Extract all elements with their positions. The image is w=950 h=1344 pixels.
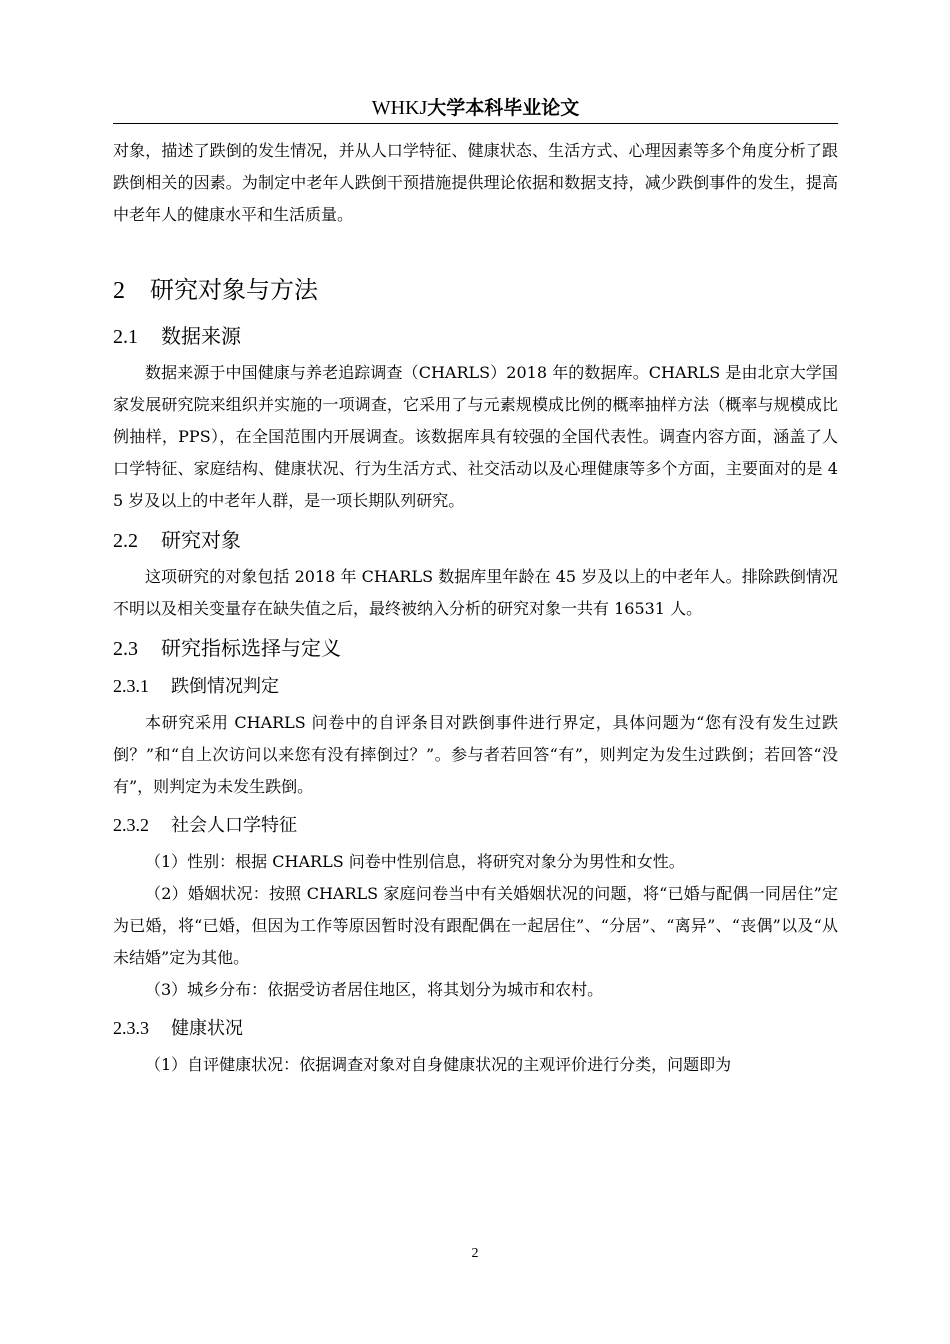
section-2-2-heading bbox=[113, 525, 838, 556]
section-title: 健康状况 bbox=[171, 1018, 243, 1039]
section-2-3-heading bbox=[113, 633, 838, 664]
section-number: 2.3.1 bbox=[113, 676, 149, 696]
section-2-heading bbox=[113, 273, 838, 308]
section-title: 研究对象与方法 bbox=[150, 276, 318, 304]
section-title: 研究对象 bbox=[161, 528, 241, 552]
section-title: 研究指标选择与定义 bbox=[161, 636, 341, 660]
section-number: 2.3.2 bbox=[113, 815, 149, 835]
section-number: 2.3.3 bbox=[113, 1018, 149, 1038]
section-2-3-3-heading bbox=[113, 1014, 838, 1043]
section-number: 2 bbox=[113, 278, 125, 304]
intro-paragraph: 对象，描述了跌倒的发生情况，并从人口学特征、健康状态、生活方式、心理因素等多个角度分析了跟跌倒相关的因素。为制定中老年人跌倒干预措施提供理论依据和数据支持，减少跌倒事件的发生，提高中老年人的健康水平和生活质量。 bbox=[113, 141, 838, 224]
header-title: 大学本科毕业论文 bbox=[427, 97, 580, 119]
section-number: 2.3 bbox=[113, 638, 138, 660]
subjects-paragraph: 这项研究的对象包括 2018 年 CHARLS 数据库里年龄在 45 岁及以上的中老年人。排除跌倒情况不明以及相关变量存在缺失值之后，最终被纳入分析的研究对象一共有 16531 人。 bbox=[113, 567, 838, 618]
marital-status-paragraph: （2）婚姻状况：按照 CHARLS 家庭问卷当中有关婚姻状况的问题，将“已婚与配偶一同居住”定为已婚，将“已婚，但因为工作等原因暂时没有跟配偶在一起居住”、“分居”、“离异”、“丧偶”以及“从未结婚”定为其他。 bbox=[113, 884, 838, 967]
running-header bbox=[113, 92, 838, 124]
section-title: 数据来源 bbox=[161, 324, 241, 348]
section-2-1-heading bbox=[113, 321, 838, 352]
section-title: 社会人口学特征 bbox=[171, 815, 297, 836]
urban-rural-paragraph: （3）城乡分布：依据受访者居住地区，将其划分为城市和农村。 bbox=[145, 980, 604, 999]
fall-definition-paragraph: 本研究采用 CHARLS 问卷中的自评条目对跌倒事件进行界定，具体问题为“您有没有发生过跌倒？”和“自上次访问以来您有没有摔倒过？”。参与者若回答“有”，则判定为发生过跌倒；若回答“没有”，则判定为未发生跌倒。 bbox=[113, 713, 838, 796]
page-number: 2 bbox=[471, 1246, 479, 1261]
section-2-3-1-heading bbox=[113, 672, 838, 701]
header-abbreviation: WHKJ bbox=[371, 97, 428, 119]
page-body bbox=[113, 135, 838, 1081]
section-title: 跌倒情况判定 bbox=[171, 676, 279, 697]
section-2-3-2-heading bbox=[113, 811, 838, 840]
data-source-paragraph: 数据来源于中国健康与养老追踪调查（CHARLS）2018 年的数据库。CHARLS 是由北京大学国家发展研究院来组织并实施的一项调查，它采用了与元素规模成比例的概率抽样方法（概率与规模成比例抽样，PPS），在全国范围内开展调查。该数据库具有较强的全国代表性。调查内容方面，涵盖了人口学特征、家庭结构、健康状况、行为生活方式、社交活动以及心理健康等多个方面，主要面对的是 45 岁及以上的中老年人群，是一项长期队列研究。 bbox=[113, 363, 838, 510]
section-number: 2.1 bbox=[113, 326, 138, 348]
self-rated-health-paragraph: （1）自评健康状况：依据调查对象对自身健康状况的主观评价进行分类，问题即为 bbox=[145, 1055, 732, 1074]
gender-paragraph: （1）性别：根据 CHARLS 问卷中性别信息，将研究对象分为男性和女性。 bbox=[145, 852, 685, 871]
section-number: 2.2 bbox=[113, 530, 138, 552]
